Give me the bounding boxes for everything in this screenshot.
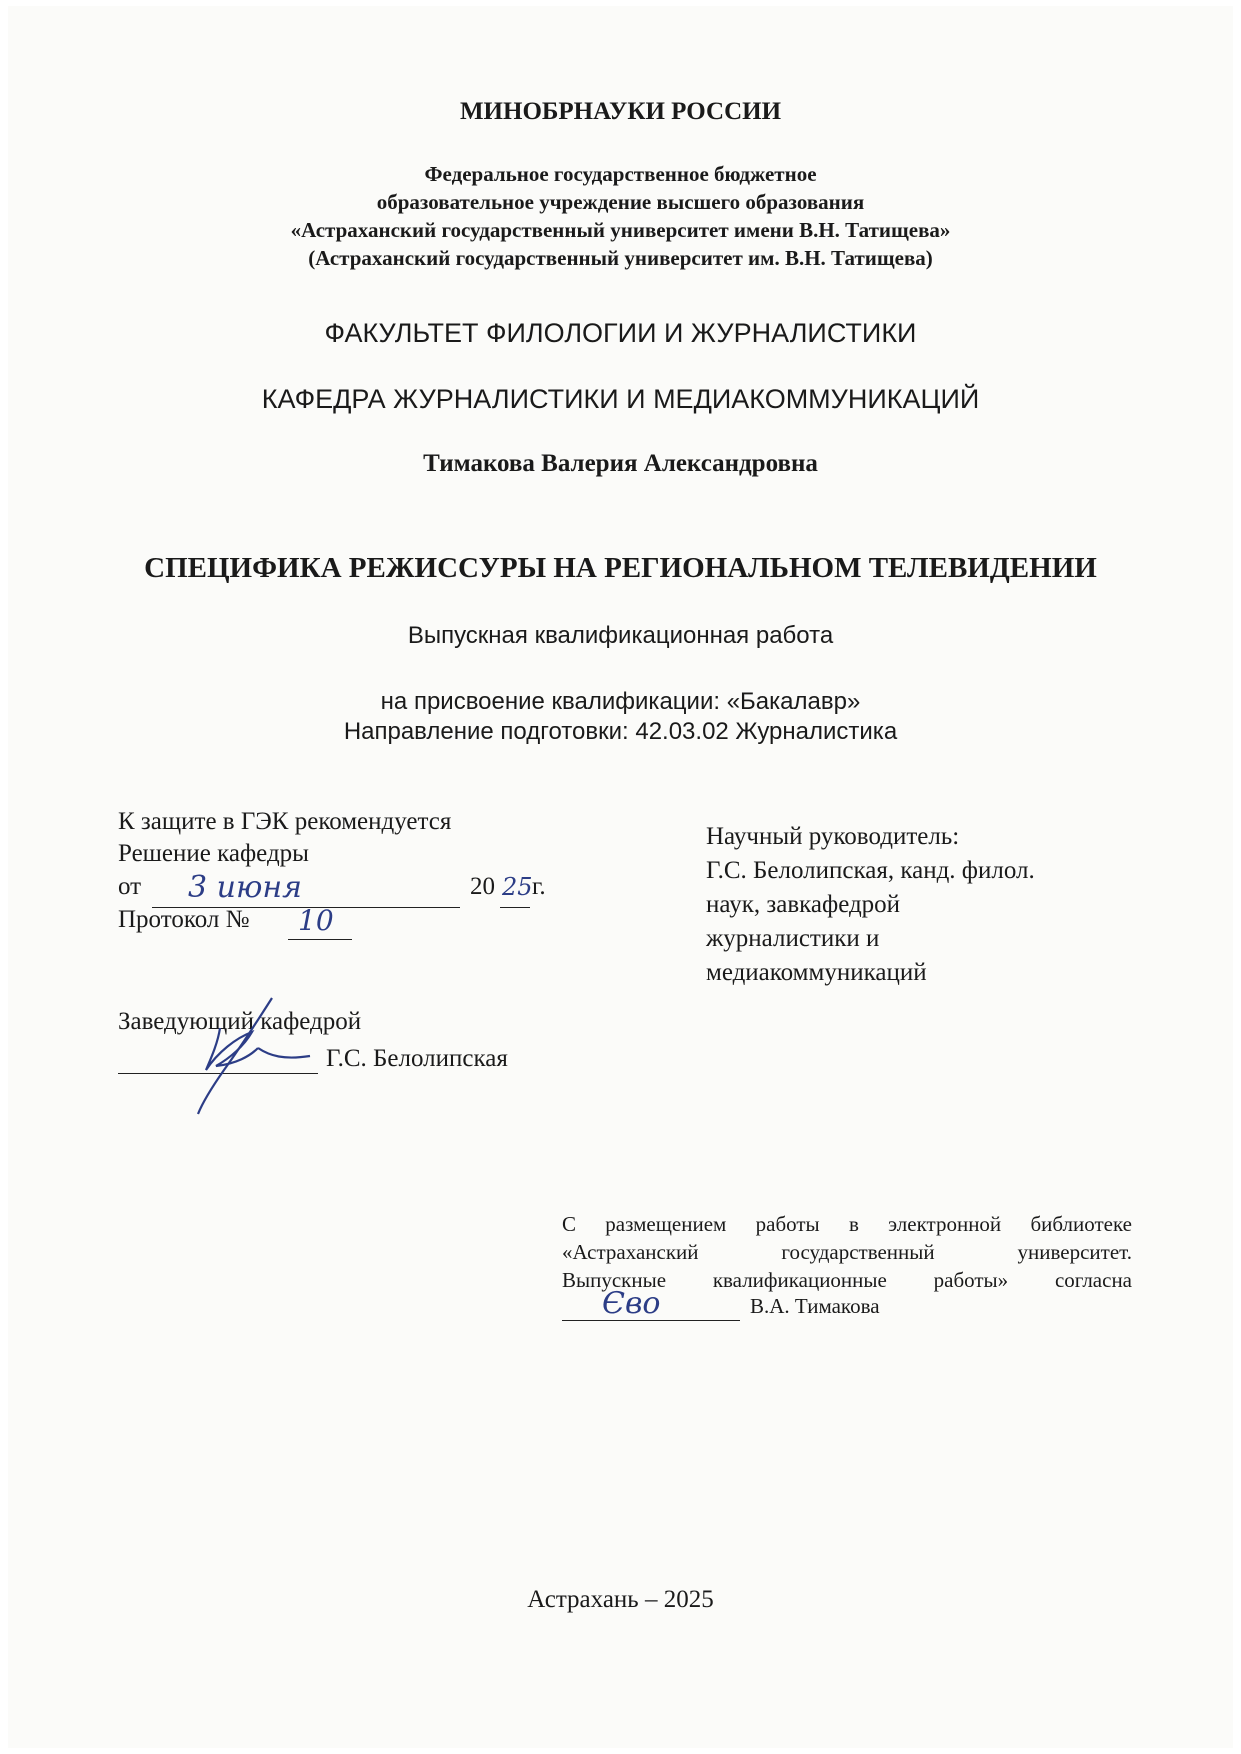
head-label: Заведующий кафедрой [118, 1008, 362, 1035]
date-from-label: от [118, 873, 142, 900]
year-handwritten: 25 [502, 873, 533, 901]
faculty: ФАКУЛЬТЕТ ФИЛОЛОГИИ И ЖУРНАЛИСТИКИ [324, 318, 917, 348]
defense-recommended: К защите в ГЭК рекомендуется [118, 808, 452, 835]
consent-line-2: «Астраханский государственный университет. [562, 1240, 1132, 1264]
date-handwritten: 3 июня [188, 870, 302, 905]
supervisor-line-4: медиакоммуникаций [706, 959, 927, 986]
qualification: на присвоение квалификации: «Бакалавр» [380, 688, 861, 715]
protocol-handwritten: 10 [298, 904, 334, 937]
author-name: Тимакова Валерия Александровна [423, 450, 818, 477]
institution-line-3: «Астраханский государственный университет имени В.Н. Татищева» [290, 218, 951, 242]
consent-signature: Єво [602, 1286, 661, 1321]
consent-line-1: С размещением работы в электронной библиотеке [562, 1212, 1132, 1236]
year-prefix: 20 [470, 873, 495, 900]
department: КАФЕДРА ЖУРНАЛИСТИКИ И МЕДИАКОММУНИКАЦИЙ [261, 384, 980, 414]
protocol-line [288, 939, 352, 940]
city-year: Астрахань – 2025 [527, 1586, 714, 1613]
head-name: Г.С. Белолипская [326, 1045, 508, 1072]
supervisor-line-3: журналистики и [706, 925, 880, 952]
supervisor-line-2: наук, завкафедрой [706, 891, 901, 918]
protocol-label: Протокол № [118, 906, 250, 933]
institution-line-4: (Астраханский государственный университет им. В.Н. Татищева) [308, 246, 933, 270]
consent-line-3: Выпускные квалификационные работы» согласна [562, 1268, 1132, 1292]
direction: Направление подготовки: 42.03.02 Журналистика [343, 718, 898, 745]
defense-decision: Решение кафедры [118, 840, 309, 867]
year-line [500, 907, 530, 908]
supervisor-line-1: Г.С. Белолипская, канд. филол. [706, 857, 1035, 884]
supervisor-label: Научный руководитель: [706, 823, 960, 850]
institution-line-2: образовательное учреждение высшего образования [376, 190, 865, 214]
ministry: МИНОБРНАУКИ РОССИИ [459, 98, 782, 125]
consent-name: В.А. Тимакова [750, 1294, 880, 1318]
institution-line-1: Федеральное государственное бюджетное [424, 162, 817, 186]
consent-block [562, 1212, 1132, 1296]
thesis-title: СПЕЦИФИКА РЕЖИССУРЫ НА РЕГИОНАЛЬНОМ ТЕЛЕВИДЕНИИ [144, 552, 1097, 584]
work-type: Выпускная квалификационная работа [407, 622, 834, 649]
year-suffix: г. [532, 873, 546, 900]
head-signature [180, 990, 320, 1120]
